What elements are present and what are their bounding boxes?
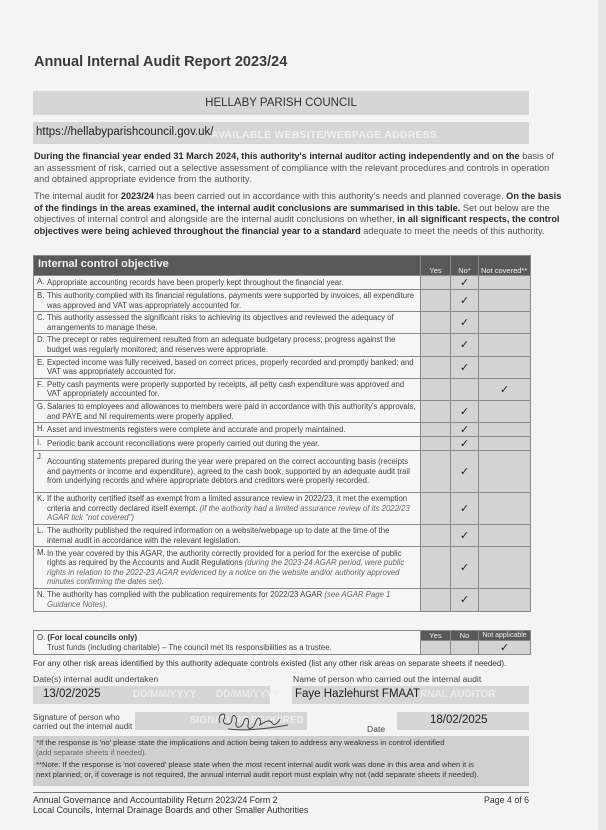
note-not-covered-sub: next planned; or, if coverage is not required, the annual internal audit report must explain why not (add separate sheets if needed).	[36, 769, 479, 779]
not-covered-cell[interactable]	[479, 378, 531, 400]
check-icon: ✓	[459, 438, 470, 451]
intro-text: has been carried out in accordance with this authority's needs and planned coverage.	[154, 191, 507, 201]
website-placeholder: AVAILABLE WEBSITE/WEBPAGE ADDRESS	[211, 129, 438, 141]
date3-placeholder: DD/MM/YYYY	[216, 689, 280, 700]
objective-text	[34, 312, 421, 334]
objective-letter: D.	[37, 335, 45, 345]
table-row	[34, 312, 531, 334]
no-cell[interactable]	[451, 378, 479, 400]
auditor-name-label: Name of person who carried out the internal audit	[293, 674, 482, 684]
no-cell[interactable]	[451, 356, 479, 378]
yes-cell[interactable]	[421, 589, 451, 611]
objective-text	[34, 451, 421, 493]
yes-cell[interactable]	[421, 451, 451, 493]
date2-placeholder: DD/MM/YYYY	[133, 689, 197, 700]
objective-letter: M.	[37, 548, 46, 558]
objective-description: Petty cash payments were properly supported by receipts, all petty cash expenditure was approved and VAT appropriately accounted for.	[47, 379, 405, 399]
not-covered-cell[interactable]	[479, 356, 531, 378]
table-row	[34, 378, 531, 400]
check-icon: ✓	[459, 562, 470, 575]
objective-note: (during the 2023-24 AGAR period, were public rights in relation to the 2022-23 AGAR evidenced by a notice on the website and/or authority approved minutes confirming the dates set).	[47, 558, 405, 587]
not-covered-cell[interactable]	[479, 276, 531, 290]
other-risk-text: For any other risk areas identified by this authority adequate controls existed (list any other risk areas on separate sheets if needed).	[33, 659, 507, 668]
intro-text: The internal audit for	[34, 191, 121, 201]
sign-date-label: Date	[367, 724, 386, 734]
trust-text: Trust funds (including charitable) – The council met its responsibilities as a trustee.	[47, 642, 332, 652]
objective-letter: L.	[37, 526, 44, 536]
objective-description: Periodic bank account reconciliations were properly carried out during the year.	[47, 438, 320, 448]
footer-line-2: Local Councils, Internal Drainage Boards and other Smaller Authorities	[33, 805, 309, 816]
trust-yes-cell[interactable]	[421, 641, 451, 655]
website-url: https://hellabyparishcouncil.gov.uk/	[36, 126, 214, 138]
council-name-field[interactable]	[33, 91, 529, 115]
yes-cell[interactable]	[421, 334, 451, 356]
check-icon: ✓	[459, 466, 470, 479]
trust-objective	[34, 631, 421, 655]
not-covered-cell[interactable]	[479, 437, 531, 451]
objective-text	[34, 378, 421, 400]
no-cell[interactable]	[451, 276, 479, 290]
objective-letter: A.	[37, 277, 45, 286]
auditor-name: Faye Hazlehurst FMAAT	[295, 688, 421, 700]
no-cell[interactable]	[451, 493, 479, 525]
trust-no-header: No	[451, 631, 479, 641]
check-icon: ✓	[459, 317, 470, 330]
signature-label-line2: carried out the internal audit	[33, 722, 133, 731]
footer-line-1: Annual Governance and Accountability Return 2023/24 Form 2	[33, 795, 278, 805]
table-row	[34, 423, 531, 437]
note-no	[36, 738, 526, 757]
objective-description: The authority published the required information on a website/webpage up to date at the time of the internal audit in accordance with the relevant legislation.	[47, 526, 390, 545]
not-covered-header: Not covered**	[479, 256, 531, 276]
check-icon: ✓	[459, 339, 470, 352]
intro-bold: in all significant respects, the control objectives were being achieved throughout the financial year to a standard	[34, 214, 560, 236]
objective-text	[34, 437, 421, 451]
intro-year: 2023/24	[120, 191, 155, 201]
objective-description: Asset and investments registers were complete and accurate and properly maintained.	[47, 424, 346, 434]
table-row	[34, 356, 531, 378]
objective-description: Expected income was fully received, based on correct prices, properly recorded and promptly banked; and VAT was appropriately accounted for.	[47, 357, 414, 377]
council-name: HELLABY PARISH COUNCIL	[205, 97, 357, 109]
yes-cell[interactable]	[421, 525, 451, 547]
not-covered-cell[interactable]	[479, 547, 531, 589]
not-covered-cell[interactable]	[479, 493, 531, 525]
dates-label: Date(s) internal audit undertaken	[33, 674, 159, 684]
note-not-covered-text: **Note: If the response is 'not covered' please state when the most recent internal audit work was done in this area and when it is	[36, 760, 474, 770]
objective-letter: C.	[37, 313, 45, 323]
objective-header: Internal control objective	[34, 256, 421, 276]
yes-header: Yes	[421, 256, 451, 276]
yes-cell[interactable]	[421, 547, 451, 589]
trust-no-cell[interactable]	[451, 641, 479, 655]
table-row	[34, 589, 531, 611]
objective-text	[34, 589, 421, 611]
no-cell[interactable]	[451, 400, 479, 422]
objective-description: Appropriate accounting records have been properly kept throughout the financial year.	[47, 277, 344, 287]
table-row	[34, 493, 531, 525]
objective-description: The authority has complied with the publication requirements for 2022/23 AGAR	[47, 590, 323, 600]
table-row	[34, 451, 531, 493]
yes-cell[interactable]	[421, 276, 451, 290]
page-number: Page 4 of 6	[484, 795, 529, 805]
not-covered-cell[interactable]	[479, 400, 531, 422]
yes-cell[interactable]	[421, 356, 451, 378]
sign-date-field[interactable]	[397, 712, 529, 730]
yes-cell[interactable]	[421, 400, 451, 422]
yes-cell[interactable]	[421, 437, 451, 451]
auditor-name-placeholder: RNAL AUDITOR	[420, 689, 496, 700]
table-row	[34, 547, 531, 589]
yes-cell[interactable]	[421, 423, 451, 437]
check-icon: ✓	[459, 594, 470, 607]
table-row	[34, 276, 531, 290]
table-row	[34, 334, 531, 356]
objective-description: In the year covered by this AGAR, the authority correctly provided for a period for the exercise of public rights as required by the Accounts and Audit Regulations	[47, 548, 402, 568]
check-icon: ✓	[459, 295, 470, 308]
intro-text: Set out below are the objectives of internal control and alongside are the internal audit conclusions on whether,	[34, 202, 550, 225]
objective-letter: E.	[37, 357, 45, 367]
signature-placeholder: SIGNATURE REQUIRED	[190, 715, 304, 726]
check-icon: ✓	[459, 424, 470, 437]
objective-letter: J.	[37, 452, 44, 462]
note-no-text: *If the response is 'no' please state the implications and action being taken to address any weakness in control identified	[36, 738, 445, 747]
yes-cell[interactable]	[421, 312, 451, 334]
auditor-signature	[214, 709, 290, 735]
not-covered-cell[interactable]	[479, 290, 531, 312]
check-icon: ✓	[499, 642, 510, 654]
intro-text: adequate to meet the needs of this authority.	[360, 225, 545, 236]
objective-description: Accounting statements prepared during the year were prepared on the correct accounting basis (receipts and payments or income and expenditure), agreed to the cash book, supported by an adequate audit trail from underlying records and where appropriate debtors and creditors were properly recorded.	[47, 457, 410, 486]
table-row	[34, 400, 531, 422]
check-icon: ✓	[459, 406, 470, 419]
no-cell[interactable]	[451, 451, 479, 493]
objective-letter: H.	[37, 424, 45, 434]
table-row	[34, 290, 531, 312]
check-icon: ✓	[459, 361, 470, 374]
note-no-sub: (add separate sheets if needed).	[36, 747, 147, 757]
audit-date-1: 13/02/2025	[43, 688, 101, 700]
trust-table	[33, 630, 531, 655]
objective-text	[34, 356, 421, 378]
objective-letter: I.	[37, 438, 42, 448]
objective-description: This authority complied with its financial regulations, payments were supported by invoices, all expenditure was approved and VAT was appropriately accounted for.	[47, 291, 415, 310]
not-covered-cell[interactable]	[479, 451, 531, 493]
intro-bold: During the financial year ended 31 March 2024, this authority's internal auditor acting independently and on the	[34, 151, 520, 161]
table-row	[34, 525, 531, 547]
objective-text	[34, 290, 421, 312]
table-row	[34, 437, 531, 451]
trust-yes-header: Yes	[421, 631, 451, 641]
objective-description: This authority assessed the significant risks to achieving its objectives and reviewed the adequacy of arrangements to manage these.	[47, 313, 394, 332]
objective-text	[34, 493, 421, 525]
objective-description: Salaries to employees and allowances to members were paid in accordance with this authority's approvals, and PAYE and NI requirements were properly applied.	[47, 401, 416, 421]
check-icon: ✓	[499, 383, 510, 396]
trust-na-cell[interactable]	[479, 641, 531, 655]
no-cell[interactable]	[451, 437, 479, 451]
no-header: No*	[451, 256, 479, 276]
note-not-covered	[36, 760, 526, 779]
objective-letter: B.	[37, 291, 45, 300]
not-covered-cell[interactable]	[479, 312, 531, 334]
objective-text	[34, 547, 421, 589]
trust-letter: O.	[37, 632, 46, 642]
intro-bold: On the basis of the findings in the areas examined, the internal audit conclusions are summarised in this table.	[34, 191, 562, 213]
yes-cell[interactable]	[421, 493, 451, 525]
objective-text	[34, 525, 421, 547]
not-covered-cell[interactable]	[479, 423, 531, 437]
no-cell[interactable]	[451, 312, 479, 334]
internal-control-table	[33, 255, 531, 612]
sign-date: 18/02/2025	[430, 714, 488, 726]
signature-label-line1: Signature of person who	[33, 713, 120, 722]
objective-letter: F.	[37, 379, 44, 389]
no-cell[interactable]	[451, 290, 479, 312]
intro-rest: basis of an assessment of risk, carried out a selective assessment of compliance with the relevant procedures and controls in operation and obtained appropriate evidence from the authority.	[34, 151, 554, 185]
check-icon: ✓	[459, 277, 470, 289]
no-cell[interactable]	[451, 525, 479, 547]
objective-text	[34, 276, 421, 290]
footnotes	[33, 736, 529, 786]
intro-paragraph-1	[34, 151, 564, 186]
yes-cell[interactable]	[421, 290, 451, 312]
objective-note: (If the authority had a limited assurance review of its 2022/23 AGAR tick "not covered")	[47, 503, 410, 523]
objective-note: (see AGAR Page 1 Guidance Notes).	[47, 590, 391, 609]
objective-text	[34, 334, 421, 356]
objective-text	[34, 423, 421, 437]
page-title: Annual Internal Audit Report 2023/24	[34, 54, 288, 70]
intro-paragraph-2	[34, 191, 564, 237]
website-field[interactable]	[33, 122, 529, 144]
yes-cell[interactable]	[421, 378, 451, 400]
not-covered-cell[interactable]	[479, 525, 531, 547]
objective-letter: N.	[37, 590, 45, 600]
objective-description: If the authority certified itself as exempt from a limited assurance review in 2022/23, it met the exemption criteria and correctly declared itself exempt.	[47, 494, 408, 513]
objective-letter: K.	[37, 494, 45, 504]
no-cell[interactable]	[451, 589, 479, 611]
auditor-name-field[interactable]	[292, 686, 529, 704]
not-covered-cell[interactable]	[479, 589, 531, 611]
check-icon: ✓	[459, 503, 470, 516]
no-cell[interactable]	[451, 547, 479, 589]
not-covered-cell[interactable]	[479, 334, 531, 356]
signature-label	[33, 713, 132, 731]
check-icon: ✓	[459, 530, 470, 543]
audit-dates-field[interactable]	[33, 686, 280, 704]
objective-text	[34, 400, 421, 422]
page-edge	[598, 0, 606, 830]
objective-letter: G.	[37, 401, 46, 411]
no-cell[interactable]	[451, 334, 479, 356]
page-footer	[33, 792, 529, 816]
no-cell[interactable]	[451, 423, 479, 437]
trust-na-header: Not applicable	[479, 631, 531, 641]
trust-title: (For local councils only)	[47, 632, 138, 642]
objective-description: The precept or rates requirement resulted from an adequate budgetary process; progress against the budget was regularly monitored; and reserves were appropriate.	[47, 335, 396, 354]
